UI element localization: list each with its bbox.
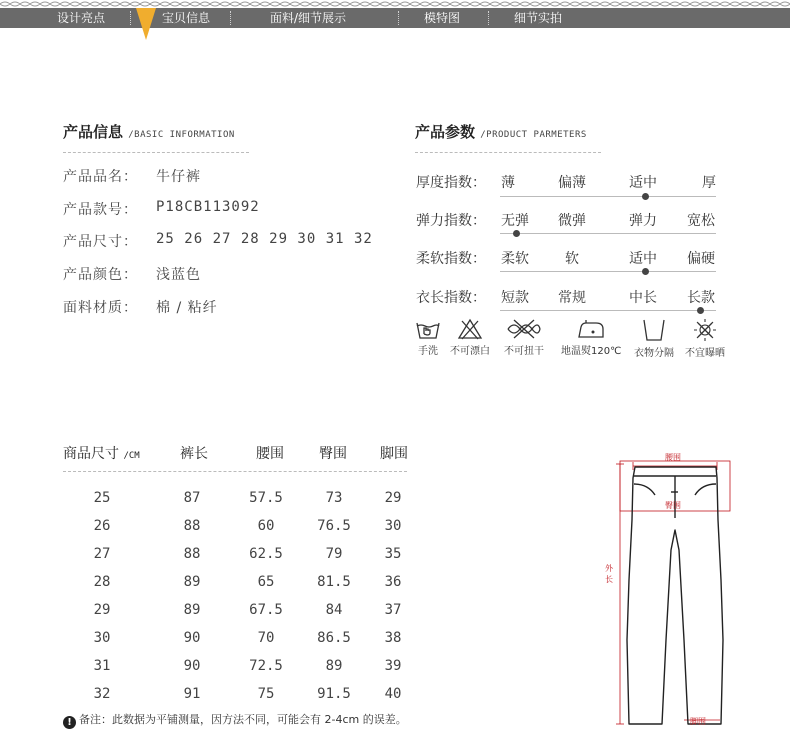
param-option: 软 (565, 251, 579, 267)
info-label-sizes: 产品尺寸： (63, 234, 138, 250)
product-params-heading: 产品参数 (415, 123, 476, 141)
table-cell: 29 (384, 490, 402, 506)
nav-item-detail-photos[interactable]: 细节实拍 (514, 11, 563, 25)
table-header: 商品尺寸 /CM (63, 446, 140, 462)
table-cell: 38 (384, 630, 402, 646)
info-value-material: 棉 / 粘纤 (156, 300, 218, 316)
info-value-sizes: 25 26 27 28 29 30 31 32 (156, 231, 373, 247)
table-cell: 39 (384, 658, 402, 674)
nav-divider (398, 11, 399, 25)
column-header-unit: CM (128, 451, 140, 461)
nav-item-product-info[interactable]: 宝贝信息 (162, 11, 211, 25)
info-value-style-no: P18CB113092 (156, 199, 260, 215)
param-selected-dot (642, 193, 649, 200)
info-label-name: 产品品名： (63, 169, 138, 185)
care-item (494, 318, 554, 357)
table-cell: 75 (257, 686, 275, 702)
table-cell: 57.5 (249, 490, 283, 506)
note-text: 备注：此数据为平铺测量，因方法不同，可能会有 2-4cm 的误差。 (79, 713, 407, 726)
product-params-heading-en: PRODUCT PARMETERS (486, 130, 587, 140)
param-option: 中长 (629, 290, 657, 306)
param-option: 宽松 (687, 213, 715, 229)
pants-diagram (600, 440, 750, 735)
table-cell: 27 (93, 546, 111, 562)
nav-item-highlights[interactable]: 设计亮点 (57, 11, 106, 25)
param-label-length: 衣长指数： (416, 290, 486, 306)
section-divider (63, 152, 249, 153)
table-cell: 89 (183, 574, 201, 590)
no-bleach-icon (457, 318, 483, 340)
table-cell: 29 (93, 602, 111, 618)
product-info-heading: 产品信息 (63, 123, 124, 141)
table-cell: 26 (93, 518, 111, 534)
care-label: 不可扭干 (504, 346, 544, 357)
table-cell: 30 (93, 630, 111, 646)
nav-divider (488, 11, 489, 25)
param-scale-line (500, 271, 716, 272)
param-label-elasticity: 弹力指数： (416, 213, 486, 229)
table-cell: 32 (93, 686, 111, 702)
table-cell: 35 (384, 546, 402, 562)
param-option: 偏硬 (687, 251, 715, 267)
param-option: 适中 (629, 251, 657, 267)
chain-border (0, 0, 790, 8)
param-selected-dot (513, 230, 520, 237)
waist-label: 腰围 (665, 453, 681, 462)
table-cell: 25 (93, 490, 111, 506)
info-value-name: 牛仔裤 (156, 169, 201, 185)
column-header: 裤长 (180, 446, 208, 462)
table-cell: 81.5 (317, 574, 351, 590)
param-option: 偏薄 (558, 175, 586, 191)
param-option: 薄 (501, 175, 515, 191)
column-header: 臀围 (319, 446, 347, 462)
separate-wash-icon (641, 318, 667, 342)
param-option: 厚 (702, 175, 716, 191)
param-option: 无弹 (501, 213, 529, 229)
nav-item-fabric-details[interactable]: 面料/细节展示 (270, 11, 347, 25)
care-label: 手洗 (418, 346, 438, 357)
length-label: 外长 (605, 564, 613, 584)
product-info-title: 产品信息 /BASIC INFORMATION (63, 123, 235, 141)
table-cell: 87 (183, 490, 201, 506)
column-header: 腰围 (256, 446, 284, 462)
table-cell: 89 (183, 602, 201, 618)
section-divider (415, 152, 601, 153)
hip-label: 臀围 (665, 501, 681, 510)
param-selected-dot (697, 307, 704, 314)
table-cell: 28 (93, 574, 111, 590)
no-wring-icon (506, 318, 542, 340)
column-header: 商品尺寸 (63, 446, 119, 462)
table-cell: 91 (183, 686, 201, 702)
care-label: 不可漂白 (450, 346, 490, 357)
param-label-softness: 柔软指数： (416, 251, 486, 267)
table-cell: 90 (183, 630, 201, 646)
table-cell: 84 (325, 602, 343, 618)
hand-wash-icon (415, 318, 441, 340)
table-cell: 91.5 (317, 686, 351, 702)
param-selected-dot (642, 268, 649, 275)
nav-bar (0, 8, 790, 28)
param-option: 微弹 (558, 213, 586, 229)
table-cell: 60 (257, 518, 275, 534)
info-value-color: 浅蓝色 (156, 267, 201, 283)
table-cell: 65 (257, 574, 275, 590)
column-header: 脚围 (380, 446, 408, 462)
care-label: 衣物分隔 (634, 348, 674, 359)
hem-label: 脚围 (690, 717, 706, 726)
low-iron-icon (576, 318, 606, 340)
table-cell: 37 (384, 602, 402, 618)
param-scale-line (500, 233, 716, 234)
param-option: 常规 (558, 290, 586, 306)
param-scale-line (500, 196, 716, 197)
table-cell: 30 (384, 518, 402, 534)
measurement-note (63, 711, 407, 729)
care-item (440, 318, 500, 357)
info-label-style-no: 产品款号： (63, 202, 138, 218)
table-cell: 67.5 (249, 602, 283, 618)
param-option: 适中 (629, 175, 657, 191)
table-cell: 86.5 (317, 630, 351, 646)
table-cell: 79 (325, 546, 343, 562)
table-cell: 88 (183, 546, 201, 562)
active-nav-marker (136, 8, 156, 40)
care-label: 地温熨120℃ (561, 346, 622, 357)
exclamation-icon: ! (63, 716, 76, 729)
table-cell: 88 (183, 518, 201, 534)
table-cell: 70 (257, 630, 275, 646)
info-label-color: 产品颜色： (63, 267, 138, 283)
info-label-material: 面料材质： (63, 300, 138, 316)
product-params-title: 产品参数 /PRODUCT PARMETERS (415, 123, 587, 141)
table-cell: 62.5 (249, 546, 283, 562)
table-divider (63, 471, 407, 472)
table-cell: 89 (325, 658, 343, 674)
table-cell: 36 (384, 574, 402, 590)
table-cell: 73 (325, 490, 343, 506)
param-option: 短款 (501, 290, 529, 306)
care-item (561, 318, 621, 357)
param-option: 弹力 (629, 213, 657, 229)
care-item (675, 318, 735, 359)
table-cell: 31 (93, 658, 111, 674)
no-sun-dry-icon (693, 318, 717, 342)
table-cell: 40 (384, 686, 402, 702)
table-cell: 90 (183, 658, 201, 674)
nav-item-model-photos[interactable]: 模特图 (424, 11, 461, 25)
param-label-thickness: 厚度指数： (416, 175, 486, 191)
nav-divider (230, 11, 231, 25)
param-option: 柔软 (501, 251, 529, 267)
param-option: 长款 (687, 290, 715, 306)
table-cell: 76.5 (317, 518, 351, 534)
table-cell: 72.5 (249, 658, 283, 674)
nav-divider (130, 11, 131, 25)
param-scale-line (500, 310, 716, 311)
care-label: 不宜曝晒 (685, 348, 725, 359)
product-info-heading-en: BASIC INFORMATION (134, 130, 235, 140)
